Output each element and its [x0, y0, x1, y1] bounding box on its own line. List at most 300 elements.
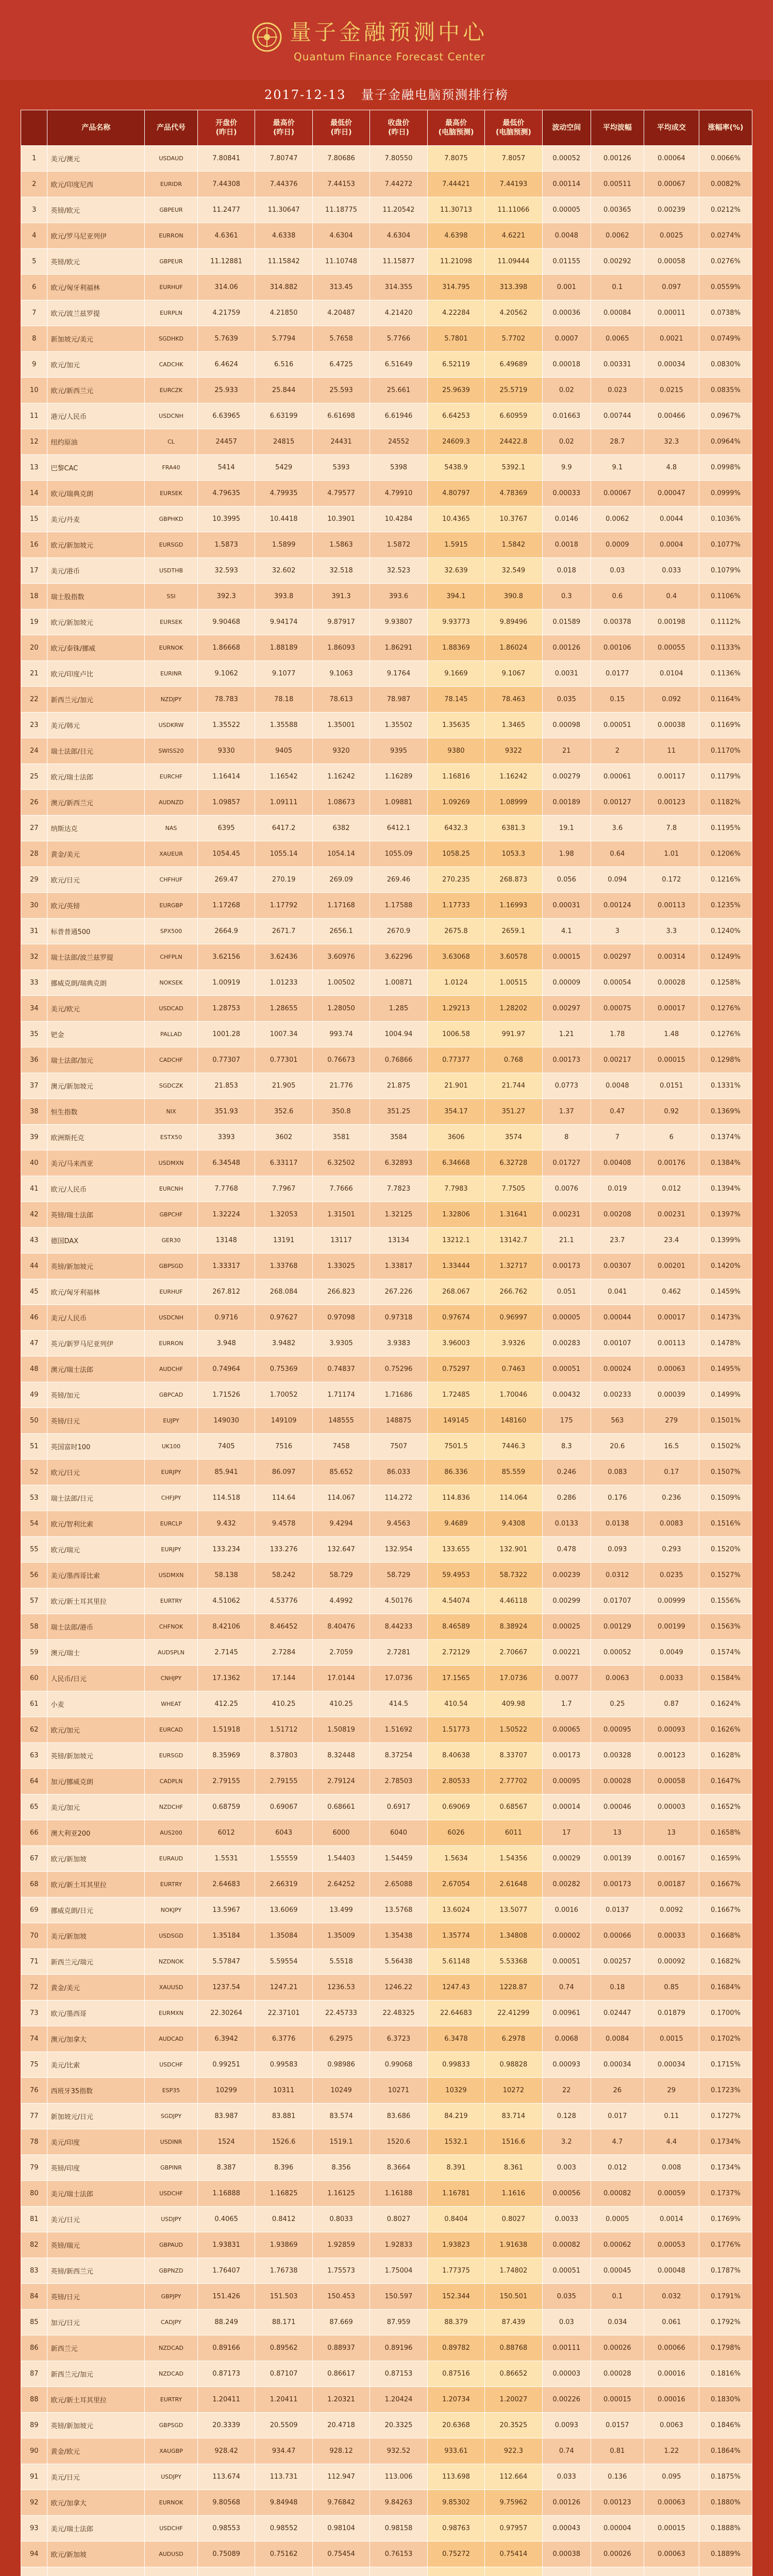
column-header-label: 开盘价: [215, 119, 238, 127]
value-cell: 0.00173: [542, 1253, 591, 1279]
value-cell: 0.1668%: [699, 1923, 752, 1949]
value-cell: 83.574: [312, 2104, 369, 2129]
product-name-cell: 澳元/新西兰元: [47, 790, 145, 816]
value-cell: 394.1: [427, 584, 484, 609]
rank-cell: 63: [21, 1743, 47, 1769]
value-cell: 0.89562: [255, 2335, 312, 2361]
value-cell: 314.882: [255, 275, 312, 300]
value-cell: 8.3664: [370, 2155, 427, 2181]
value-cell: 1.75573: [312, 2258, 369, 2284]
value-cell: 2.70667: [485, 1640, 542, 1666]
value-cell: 5.61148: [427, 1949, 484, 1975]
value-cell: 0.1507%: [699, 1460, 752, 1485]
value-cell: 9322: [485, 738, 542, 764]
value-cell: 59.4953: [427, 1563, 484, 1588]
product-code-cell: WHEAT: [145, 1691, 198, 1717]
value-cell: 1.5634: [427, 1846, 484, 1872]
value-cell: 1055.09: [370, 841, 427, 867]
value-cell: 0.097: [644, 275, 699, 300]
column-header-label: 平均成交: [657, 124, 686, 132]
product-code-cell: EURCLP: [145, 1511, 198, 1537]
value-cell: 0.00058: [644, 249, 699, 275]
value-cell: 9.1063: [312, 661, 369, 687]
column-header: [542, 110, 591, 146]
value-cell: [255, 2567, 312, 2576]
value-cell: 0.0104: [644, 661, 699, 687]
rank-cell: 11: [21, 403, 47, 429]
product-name-cell: 欧元/日元: [47, 1460, 145, 1485]
value-cell: 2.78503: [370, 1769, 427, 1794]
value-cell: 313.45: [312, 275, 369, 300]
table-row: [21, 635, 752, 661]
value-cell: 7446.3: [485, 1434, 542, 1460]
product-name-cell: 挪威克朗/日元: [47, 1897, 145, 1923]
value-cell: 0.01727: [542, 1150, 591, 1176]
product-name-cell: 英镑/新加坡元: [47, 2413, 145, 2438]
value-cell: 0.286: [542, 1485, 591, 1511]
value-cell: 0.00233: [591, 1382, 644, 1408]
value-cell: 0.00062: [591, 2232, 644, 2258]
table-row: [21, 1460, 752, 1485]
value-cell: 0.00003: [644, 1794, 699, 1820]
value-cell: 268.084: [255, 1279, 312, 1305]
value-cell: 1.33817: [370, 1253, 427, 1279]
value-cell: 0.1136%: [699, 661, 752, 687]
value-cell: 2.7281: [370, 1640, 427, 1666]
value-cell: 3.9326: [485, 1331, 542, 1357]
product-code-cell: GBPEUR: [145, 197, 198, 223]
table-row: [21, 506, 752, 532]
column-header-label: 产品名称: [81, 124, 111, 132]
value-cell: 17.0736: [485, 1666, 542, 1691]
value-cell: 1.34808: [485, 1923, 542, 1949]
value-cell: 1236.53: [312, 1975, 369, 2001]
table-row: [21, 2335, 752, 2361]
value-cell: 0.1276%: [699, 996, 752, 1022]
rank-cell: 4: [21, 223, 47, 249]
value-cell: 1.32053: [255, 1202, 312, 1228]
value-cell: 0.00123: [644, 790, 699, 816]
table-row: [21, 1794, 752, 1820]
value-cell: 1.01: [644, 841, 699, 867]
value-cell: 133.276: [255, 1537, 312, 1563]
value-cell: 0.0021: [644, 326, 699, 352]
value-cell: 86.097: [255, 1460, 312, 1485]
value-cell: 1.77375: [427, 2258, 484, 2284]
value-cell: 0.00173: [542, 1743, 591, 1769]
column-header: [644, 110, 699, 146]
value-cell: 0.00217: [591, 1047, 644, 1073]
value-cell: 0.0031: [542, 661, 591, 687]
value-cell: 4.79635: [197, 481, 255, 506]
value-cell: 0.0212%: [699, 197, 752, 223]
value-cell: 0.00292: [591, 249, 644, 275]
rank-cell: 73: [21, 2001, 47, 2026]
value-cell: 4.6304: [370, 223, 427, 249]
value-cell: 1.17588: [370, 893, 427, 919]
value-cell: 7.44193: [485, 172, 542, 197]
value-cell: 10.3767: [485, 506, 542, 532]
rank-cell: 70: [21, 1923, 47, 1949]
product-name-cell: 欧元/罗马尼亚列伊: [47, 223, 145, 249]
rank-cell: 75: [21, 2052, 47, 2078]
product-code-cell: USDTHB: [145, 558, 198, 584]
value-cell: 58.729: [370, 1563, 427, 1588]
value-cell: 0.0076: [542, 1176, 591, 1202]
rank-cell: 41: [21, 1176, 47, 1202]
value-cell: 0.1459%: [699, 1279, 752, 1305]
value-cell: 0.0044: [644, 506, 699, 532]
value-cell: 6.3942: [197, 2026, 255, 2052]
value-cell: 0.1133%: [699, 635, 752, 661]
value-cell: 0.01663: [542, 403, 591, 429]
value-cell: 1228.87: [485, 1975, 542, 2001]
value-cell: 0.98552: [255, 2516, 312, 2541]
value-cell: 150.501: [485, 2284, 542, 2310]
value-cell: 8.37254: [370, 1743, 427, 1769]
value-cell: 1516.6: [485, 2129, 542, 2155]
value-cell: 6.3776: [255, 2026, 312, 2052]
value-cell: 6012: [197, 1820, 255, 1846]
value-cell: 6417.2: [255, 816, 312, 841]
rank-cell: 14: [21, 481, 47, 506]
value-cell: 0.1563%: [699, 1614, 752, 1640]
value-cell: 1.5531: [197, 1846, 255, 1872]
product-name-cell: 美元/日元: [47, 2207, 145, 2232]
value-cell: 266.762: [485, 1279, 542, 1305]
value-cell: 10271: [370, 2078, 427, 2104]
value-cell: 0.0773: [542, 1073, 591, 1099]
product-name-cell: 新西兰元/加元: [47, 687, 145, 713]
product-name-cell: 英国富时100: [47, 1434, 145, 1460]
value-cell: 1.09269: [427, 790, 484, 816]
product-code-cell: EURNOK: [145, 635, 198, 661]
value-cell: 1.35635: [427, 713, 484, 738]
value-cell: 0.1659%: [699, 1846, 752, 1872]
value-cell: 20.3325: [370, 2413, 427, 2438]
value-cell: 23.4: [644, 1228, 699, 1253]
value-cell: 4.4: [644, 2129, 699, 2155]
value-cell: 1526.6: [255, 2129, 312, 2155]
table-row: [21, 1511, 752, 1537]
product-name-cell: 美元/瑞士法郎: [47, 2181, 145, 2207]
value-cell: 0.6917: [370, 1794, 427, 1820]
value-cell: 20.6368: [427, 2413, 484, 2438]
value-cell: 1.32125: [370, 1202, 427, 1228]
value-cell: 0.97318: [370, 1305, 427, 1331]
value-cell: 6026: [427, 1820, 484, 1846]
product-name-cell: 澳元/加拿大: [47, 2026, 145, 2052]
value-cell: 1.51692: [370, 1717, 427, 1743]
product-name-cell: 欧元/加拿大: [47, 2490, 145, 2516]
value-cell: 11.30647: [255, 197, 312, 223]
value-cell: 9.9: [542, 455, 591, 481]
value-cell: 0.1369%: [699, 1099, 752, 1125]
value-cell: 11.2477: [197, 197, 255, 223]
value-cell: 3.6: [591, 816, 644, 841]
value-cell: 3.948: [197, 1331, 255, 1357]
value-cell: 1.93823: [427, 2232, 484, 2258]
value-cell: 0.1495%: [699, 1357, 752, 1382]
value-cell: 0.00046: [591, 1794, 644, 1820]
value-cell: 1.70052: [255, 1382, 312, 1408]
value-cell: 22.64683: [427, 2001, 484, 2026]
value-cell: 0.00239: [644, 197, 699, 223]
value-cell: 112.947: [312, 2464, 369, 2490]
value-cell: 0.11: [644, 2104, 699, 2129]
value-cell: 0.1700%: [699, 2001, 752, 2026]
value-cell: 32.518: [312, 558, 369, 584]
value-cell: 350.8: [312, 1099, 369, 1125]
value-cell: 0.0215: [644, 378, 699, 403]
value-cell: 9.89496: [485, 609, 542, 635]
value-cell: 0.0018: [542, 532, 591, 558]
value-cell: 0.69067: [255, 1794, 312, 1820]
value-cell: 13.499: [312, 1897, 369, 1923]
value-cell: 0.00053: [644, 2232, 699, 2258]
value-cell: 78.18: [255, 687, 312, 713]
product-code-cell: GBPSGD: [145, 2413, 198, 2438]
value-cell: 4.79935: [255, 481, 312, 506]
rank-cell: 21: [21, 661, 47, 687]
value-cell: 1.86024: [485, 635, 542, 661]
product-name-cell: 欧元/加元: [47, 352, 145, 378]
value-cell: 0.1499%: [699, 1382, 752, 1408]
value-cell: 0.00199: [644, 1614, 699, 1640]
value-cell: 148160: [485, 1408, 542, 1434]
value-cell: 0.00307: [591, 1253, 644, 1279]
value-cell: 10.4365: [427, 506, 484, 532]
value-cell: 1.50819: [312, 1717, 369, 1743]
value-cell: 0.1702%: [699, 2026, 752, 2052]
value-cell: 1.00502: [312, 970, 369, 996]
value-cell: 1.00871: [370, 970, 427, 996]
value-cell: 0.00208: [591, 1202, 644, 1228]
value-cell: 0.0274%: [699, 223, 752, 249]
value-cell: 0.176: [591, 1485, 644, 1511]
value-cell: 0.00331: [591, 352, 644, 378]
value-cell: 1004.94: [370, 1022, 427, 1047]
value-cell: 0.00432: [542, 1382, 591, 1408]
value-cell: 0.0062: [591, 223, 644, 249]
value-cell: 0.1182%: [699, 790, 752, 816]
value-cell: 0.462: [644, 1279, 699, 1305]
value-cell: 0.1880%: [699, 2490, 752, 2516]
value-cell: 0.033: [542, 2464, 591, 2490]
value-cell: 0.00123: [644, 1743, 699, 1769]
table-row: [21, 1150, 752, 1176]
table-row: [21, 249, 752, 275]
value-cell: 0.00054: [591, 970, 644, 996]
product-name-cell: 美元/韩元: [47, 713, 145, 738]
product-code-cell: CADCHK: [145, 352, 198, 378]
value-cell: 0.00048: [644, 2258, 699, 2284]
rank-cell: 29: [21, 867, 47, 893]
rank-cell: 2: [21, 172, 47, 197]
value-cell: 0.00043: [542, 2516, 591, 2541]
value-cell: 1532.1: [427, 2129, 484, 2155]
value-cell: 0.1170%: [699, 738, 752, 764]
value-cell: 1.20321: [312, 2387, 369, 2413]
value-cell: 1.00919: [197, 970, 255, 996]
value-cell: 13: [644, 1820, 699, 1846]
value-cell: 0.0009: [591, 532, 644, 558]
value-cell: 0.1478%: [699, 1331, 752, 1357]
value-cell: 8.40638: [427, 1743, 484, 1769]
value-cell: 6.63199: [255, 403, 312, 429]
rank-cell: 16: [21, 532, 47, 558]
value-cell: 0.003: [542, 2155, 591, 2181]
value-cell: 351.93: [197, 1099, 255, 1125]
value-cell: 1.86291: [370, 635, 427, 661]
table-row: [21, 197, 752, 223]
value-cell: 8.391: [427, 2155, 484, 2181]
value-cell: 10.3901: [312, 506, 369, 532]
value-cell: 0.1501%: [699, 1408, 752, 1434]
product-code-cell: GBPINR: [145, 2155, 198, 2181]
value-cell: 4.80797: [427, 481, 484, 506]
value-cell: 1.09881: [370, 790, 427, 816]
value-cell: 0.00231: [644, 1202, 699, 1228]
value-cell: 0.8412: [255, 2207, 312, 2232]
table-row: [21, 1872, 752, 1897]
value-cell: 0.98104: [312, 2516, 369, 2541]
product-name-cell: 欧元/瑞元: [47, 1537, 145, 1563]
value-cell: 7.7983: [427, 1176, 484, 1202]
value-cell: 1.72485: [427, 1382, 484, 1408]
value-cell: 390.8: [485, 584, 542, 609]
product-code-cell: ESP35: [145, 2078, 198, 2104]
value-cell: 1.5915: [427, 532, 484, 558]
product-name-cell: 欧元/瑞典克朗: [47, 481, 145, 506]
rank-cell: 86: [21, 2335, 47, 2361]
value-cell: 0.1195%: [699, 816, 752, 841]
value-cell: 0.17: [644, 1460, 699, 1485]
value-cell: 3.9305: [312, 1331, 369, 1357]
rank-cell: 91: [21, 2464, 47, 2490]
value-cell: 24552: [370, 429, 427, 455]
table-row: [21, 1434, 752, 1460]
value-cell: 9380: [427, 738, 484, 764]
value-cell: 0.00961: [542, 2001, 591, 2026]
value-cell: 13.5967: [197, 1897, 255, 1923]
product-code-cell: AUDCAD: [145, 2026, 198, 2052]
value-cell: 0.0559%: [699, 275, 752, 300]
product-code-cell: USDMXN: [145, 1150, 198, 1176]
value-cell: 0.75297: [427, 1357, 484, 1382]
value-cell: 0.1734%: [699, 2129, 752, 2155]
value-cell: 0.0276%: [699, 249, 752, 275]
value-cell: 1.35184: [197, 1923, 255, 1949]
value-cell: 0.0016: [542, 1897, 591, 1923]
value-cell: 149030: [197, 1408, 255, 1434]
value-cell: 0.00084: [591, 300, 644, 326]
value-cell: 0.64: [591, 841, 644, 867]
value-cell: 9.4563: [370, 1511, 427, 1537]
value-cell: 8.38924: [485, 1614, 542, 1640]
value-cell: 78.145: [427, 687, 484, 713]
product-code-cell: EURCNH: [145, 1176, 198, 1202]
product-name-cell: 英元/新罗马尼亚列伊: [47, 1331, 145, 1357]
value-cell: 9.80568: [197, 2490, 255, 2516]
value-cell: 0.012: [644, 1176, 699, 1202]
value-cell: 1.20411: [255, 2387, 312, 2413]
value-cell: 2.66319: [255, 1872, 312, 1897]
table-row: [21, 2207, 752, 2232]
value-cell: 0.00047: [644, 481, 699, 506]
value-cell: 1.00515: [485, 970, 542, 996]
value-cell: 0.00126: [542, 2490, 591, 2516]
value-cell: 22: [542, 2078, 591, 2104]
value-cell: 1.71174: [312, 1382, 369, 1408]
value-cell: 2.79124: [312, 1769, 369, 1794]
value-cell: 0.0749%: [699, 326, 752, 352]
product-code-cell: EURINR: [145, 661, 198, 687]
product-name-cell: 加元/日元: [47, 2310, 145, 2335]
rank-cell: 39: [21, 1125, 47, 1150]
value-cell: 0.00127: [591, 790, 644, 816]
value-cell: 133.655: [427, 1537, 484, 1563]
table-row: [21, 893, 752, 919]
value-cell: 11.11066: [485, 197, 542, 223]
value-cell: 0.0007: [542, 326, 591, 352]
value-cell: 1.51712: [255, 1717, 312, 1743]
value-cell: 0.98986: [312, 2052, 369, 2078]
rank-cell: 35: [21, 1022, 47, 1047]
rank-cell: 26: [21, 790, 47, 816]
table-row: [21, 481, 752, 506]
value-cell: 3584: [370, 1125, 427, 1150]
product-code-cell: GBPEUR: [145, 249, 198, 275]
rank-cell: 65: [21, 1794, 47, 1820]
value-cell: 1.33444: [427, 1253, 484, 1279]
value-cell: 5.7702: [485, 326, 542, 352]
table-row: [21, 1485, 752, 1511]
report-date: 2017-12-13: [264, 88, 346, 102]
value-cell: 0.00239: [542, 1563, 591, 1588]
value-cell: 0.1164%: [699, 687, 752, 713]
value-cell: 6.34548: [197, 1150, 255, 1176]
value-cell: 0.0830%: [699, 352, 752, 378]
column-header-sublabel: (昨日): [273, 128, 295, 137]
value-cell: 132.954: [370, 1537, 427, 1563]
value-cell: 0.00026: [591, 2541, 644, 2567]
value-cell: 0.1276%: [699, 1022, 752, 1047]
value-cell: 9405: [255, 738, 312, 764]
value-cell: 0.00064: [644, 146, 699, 172]
value-cell: 17.144: [255, 1666, 312, 1691]
rank-cell: 84: [21, 2284, 47, 2310]
value-cell: 392.3: [197, 584, 255, 609]
value-cell: 393.8: [255, 584, 312, 609]
value-cell: 4.50176: [370, 1588, 427, 1614]
product-name-cell: 瑞士法郎/日元: [47, 1485, 145, 1511]
value-cell: 149109: [255, 1408, 312, 1434]
value-cell: 2675.8: [427, 919, 484, 944]
value-cell: 0.0048: [542, 223, 591, 249]
value-cell: 0.00067: [644, 172, 699, 197]
product-name-cell: 英镑/欧元: [47, 197, 145, 223]
value-cell: 22.37101: [255, 2001, 312, 2026]
value-cell: 391.3: [312, 584, 369, 609]
value-cell: 0.035: [542, 2284, 591, 2310]
value-cell: 17.0144: [312, 1666, 369, 1691]
rank-cell: 68: [21, 1872, 47, 1897]
value-cell: 9.4578: [255, 1511, 312, 1537]
value-cell: 0.98158: [370, 2516, 427, 2541]
product-code-cell: EURIDR: [145, 172, 198, 197]
column-header-sublabel: (电脑预测): [496, 128, 531, 137]
